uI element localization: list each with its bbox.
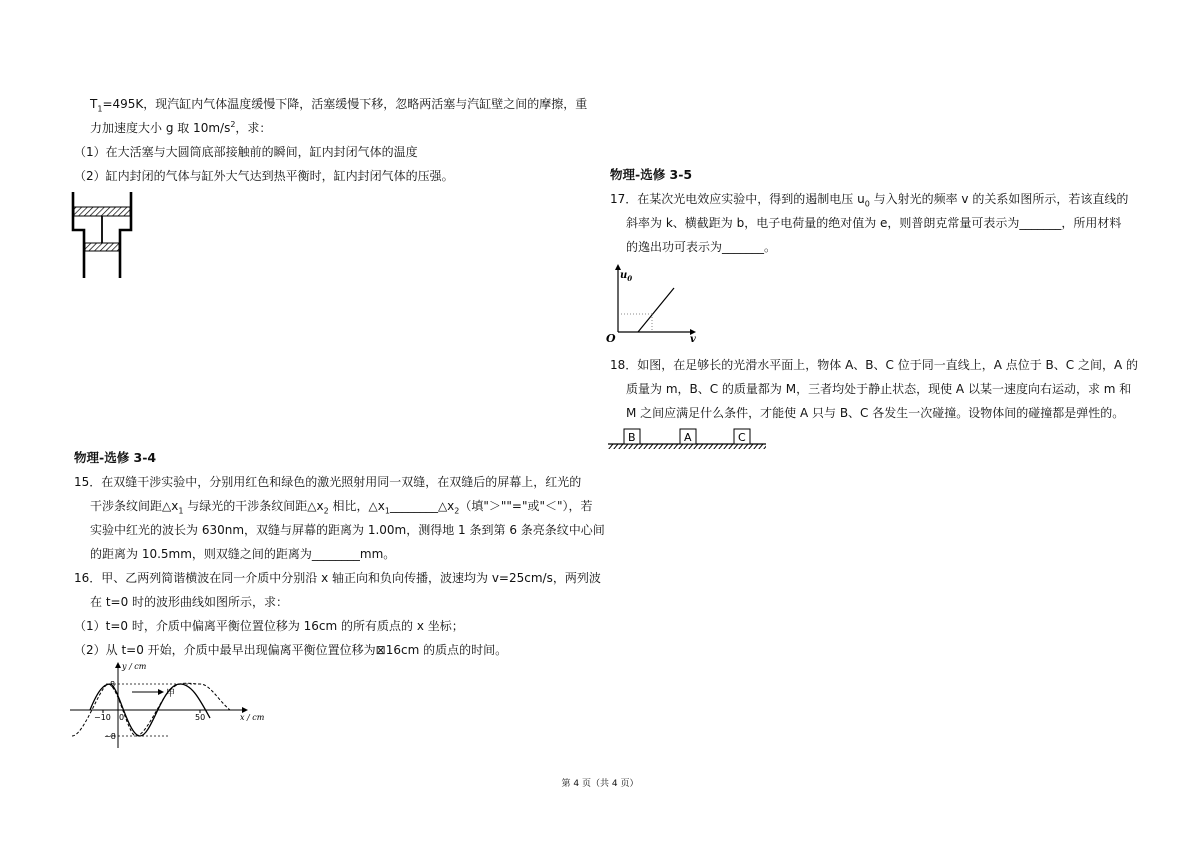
blocks-figure [608,426,768,452]
prev-question-line2: 力加速度大小 g 取 $10m/s^2$，求： [90,120,272,135]
q16-line3: （1）t=0 时，介质中偏离平衡位置位移为 16cm 的所有质点的 x 坐标； [74,619,464,633]
graph17-x-label: v [690,334,696,345]
wave-x-label: x / cm [240,713,265,722]
q16-line1: 16．甲、乙两列简谐横波在同一介质中分别沿 x 轴正向和负向传播，波速均为 v=25cm/s，两列波 [74,571,601,585]
graph17-y-label: $u_0$ [620,270,633,283]
block-b: B [628,431,636,444]
q17-line2: 斜率为 k、横截距为 b，电子电荷量的绝对值为 e，则普朗克常量可表示为_______，所用材料 [626,216,1122,230]
q15-line1: 15．在双缝干涉实验中，分别用红色和绿色的激光照射用同一双缝，在双缝后的屏幕上，红光的 [74,475,582,489]
q18-line3: M 之间应满足什么条件，才能使 A 只与 B、C 各发生一次碰撞。设物体间的碰撞都是弹性的。 [626,406,1125,420]
q18-line1: 18．如图，在足够长的光滑水平面上，物体 A、B、C 位于同一直线上，A 点位于 B、C 之间，A 的 [610,358,1139,372]
q17-line1: 17．在某次光电效应实验中，得到的遏制电压 $u_0$ 与入射光的频率 v 的关系如图所示，若该直线的 [610,192,1129,209]
prev-question-sub2: （2）缸内封闭的气体与缸外大气达到热平衡时，缸内封闭气体的压强。 [74,169,454,183]
photoelectric-graph [604,262,704,344]
section-heading-3-4: 物理-选修 3-4 [74,450,157,465]
q16-line2: 在 t=0 时的波形曲线如图所示，求： [90,595,289,609]
wave-tick-neg8: −8 [104,732,116,741]
block-c: C [738,431,746,444]
block-a: A [684,431,692,444]
q15-line2: 干涉条纹间距$\triangle x_1$ 与绿光的干涉条纹间距$\triangle x_2$ 相比，$\triangle x_1\_\_\_\_\_\_\_\_\triangle x_2$（填"＞""="或"＜"），若 [90,499,593,516]
q15-line3: 实验中红光的波长为 630nm，双缝与屏幕的距离为 1.00m，测得地 1 条到第 6 条亮条纹中心间 [90,523,605,537]
wave-y-label: y / cm [122,662,147,671]
page-footer: 第 4 页（共 4 页） [561,779,639,789]
q16-line4: （2）从 t=0 开始，介质中最早出现偏离平衡位置位移为⊠16cm 的质点的时间。 [74,643,508,657]
prev-question-sub1: （1）在大活塞与大圆筒底部接触前的瞬间，缸内封闭气体的温度 [74,145,418,159]
wave-figure [70,660,270,750]
wave-tick-neg10: −10 [94,713,111,722]
wave-arrow-label: 甲 [166,689,176,699]
wave-tick-8: 8 [110,680,116,689]
wave-tick-50: 50 [195,713,206,722]
cylinder-figure [68,192,138,280]
graph17-origin: O [606,332,616,345]
wave-tick-0: 0 [119,713,125,722]
q17-line3: 的逸出功可表示为_______。 [626,240,777,254]
q18-line2: 质量为 m，B、C 的质量都为 M，三者均处于静止状态，现使 A 以某一速度向右运动，求 m 和 [626,382,1132,396]
prev-question-line1: $T_1=495K$，现汽缸内气体温度缓慢下降，活塞缓慢下移，忽略两活塞与汽缸壁之间的摩擦，重 [90,97,588,114]
section-heading-3-5: 物理-选修 3-5 [610,167,693,182]
q15-line4: 的距离为 10.5mm，则双缝之间的距离为________mm。 [90,547,396,561]
